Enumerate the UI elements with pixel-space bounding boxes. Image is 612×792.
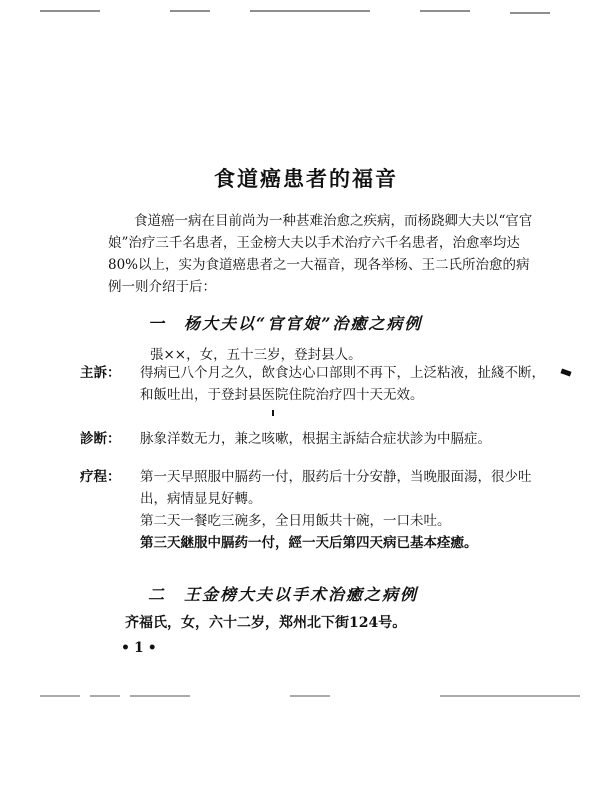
complaint-text: 得病已八个月之久，飲食达心口部則不再下，上泛粘液，扯綫不断，和飯吐出，于登封县医院住院治疗四十天无效。 bbox=[140, 365, 545, 403]
patient-1-info: 張××，女，五十三岁，登封县人。 bbox=[150, 347, 362, 363]
scan-mark-right bbox=[560, 368, 571, 376]
scan-artifact-top bbox=[40, 10, 570, 14]
treatment-text: 第一天早照服中膈药一付，服药后十分安静，当晚服面湯，很少吐出，病情显見好轉。 bbox=[140, 469, 532, 507]
day-2-text: 第二天一餐吃三碗多，全日用飯共十碗，一口未吐。 bbox=[140, 513, 451, 529]
complaint-label: 主訴： bbox=[80, 365, 121, 381]
complaint-row bbox=[80, 362, 550, 428]
scan-speck bbox=[272, 410, 274, 416]
document-title: 食道癌患者的福音 bbox=[214, 166, 398, 191]
intro-paragraph: 食道癌一病在目前尚为一种甚难治愈之疾病，而杨跷卿大夫以“官官娘”治疗三千名患者，王金榜大夫以手术治疗六千名患者，治愈率均达80%以上，实为食道癌患者之一大福音，现各举杨、王二氏所治愈的病例一则介绍于后： bbox=[108, 213, 533, 295]
day-3-row bbox=[80, 532, 550, 576]
diagnosis-text: 脉象洋数无力，兼之咳嗽，根据主訴結合症状診为中膈症。 bbox=[140, 431, 491, 447]
scan-artifact-bottom bbox=[40, 695, 580, 701]
treatment-label: 疗程： bbox=[80, 469, 121, 485]
day-2-row bbox=[80, 510, 550, 532]
diagnosis-label: 診断： bbox=[80, 431, 121, 447]
day-3-text: 第三天継服中膈药一付，經一天后第四天病已基本痊癒。 bbox=[140, 535, 478, 551]
section-1-heading: 一 杨大夫以“官官娘”治癒之病例 bbox=[148, 314, 423, 333]
patient-2-info: 齐福氏，女，六十二岁，郑州北下街124号。 bbox=[125, 615, 407, 631]
treatment-row bbox=[80, 466, 550, 510]
section-2-heading: 二 王金榜大夫以手术治癒之病例 bbox=[148, 585, 419, 604]
page-number: •1• bbox=[121, 640, 161, 656]
